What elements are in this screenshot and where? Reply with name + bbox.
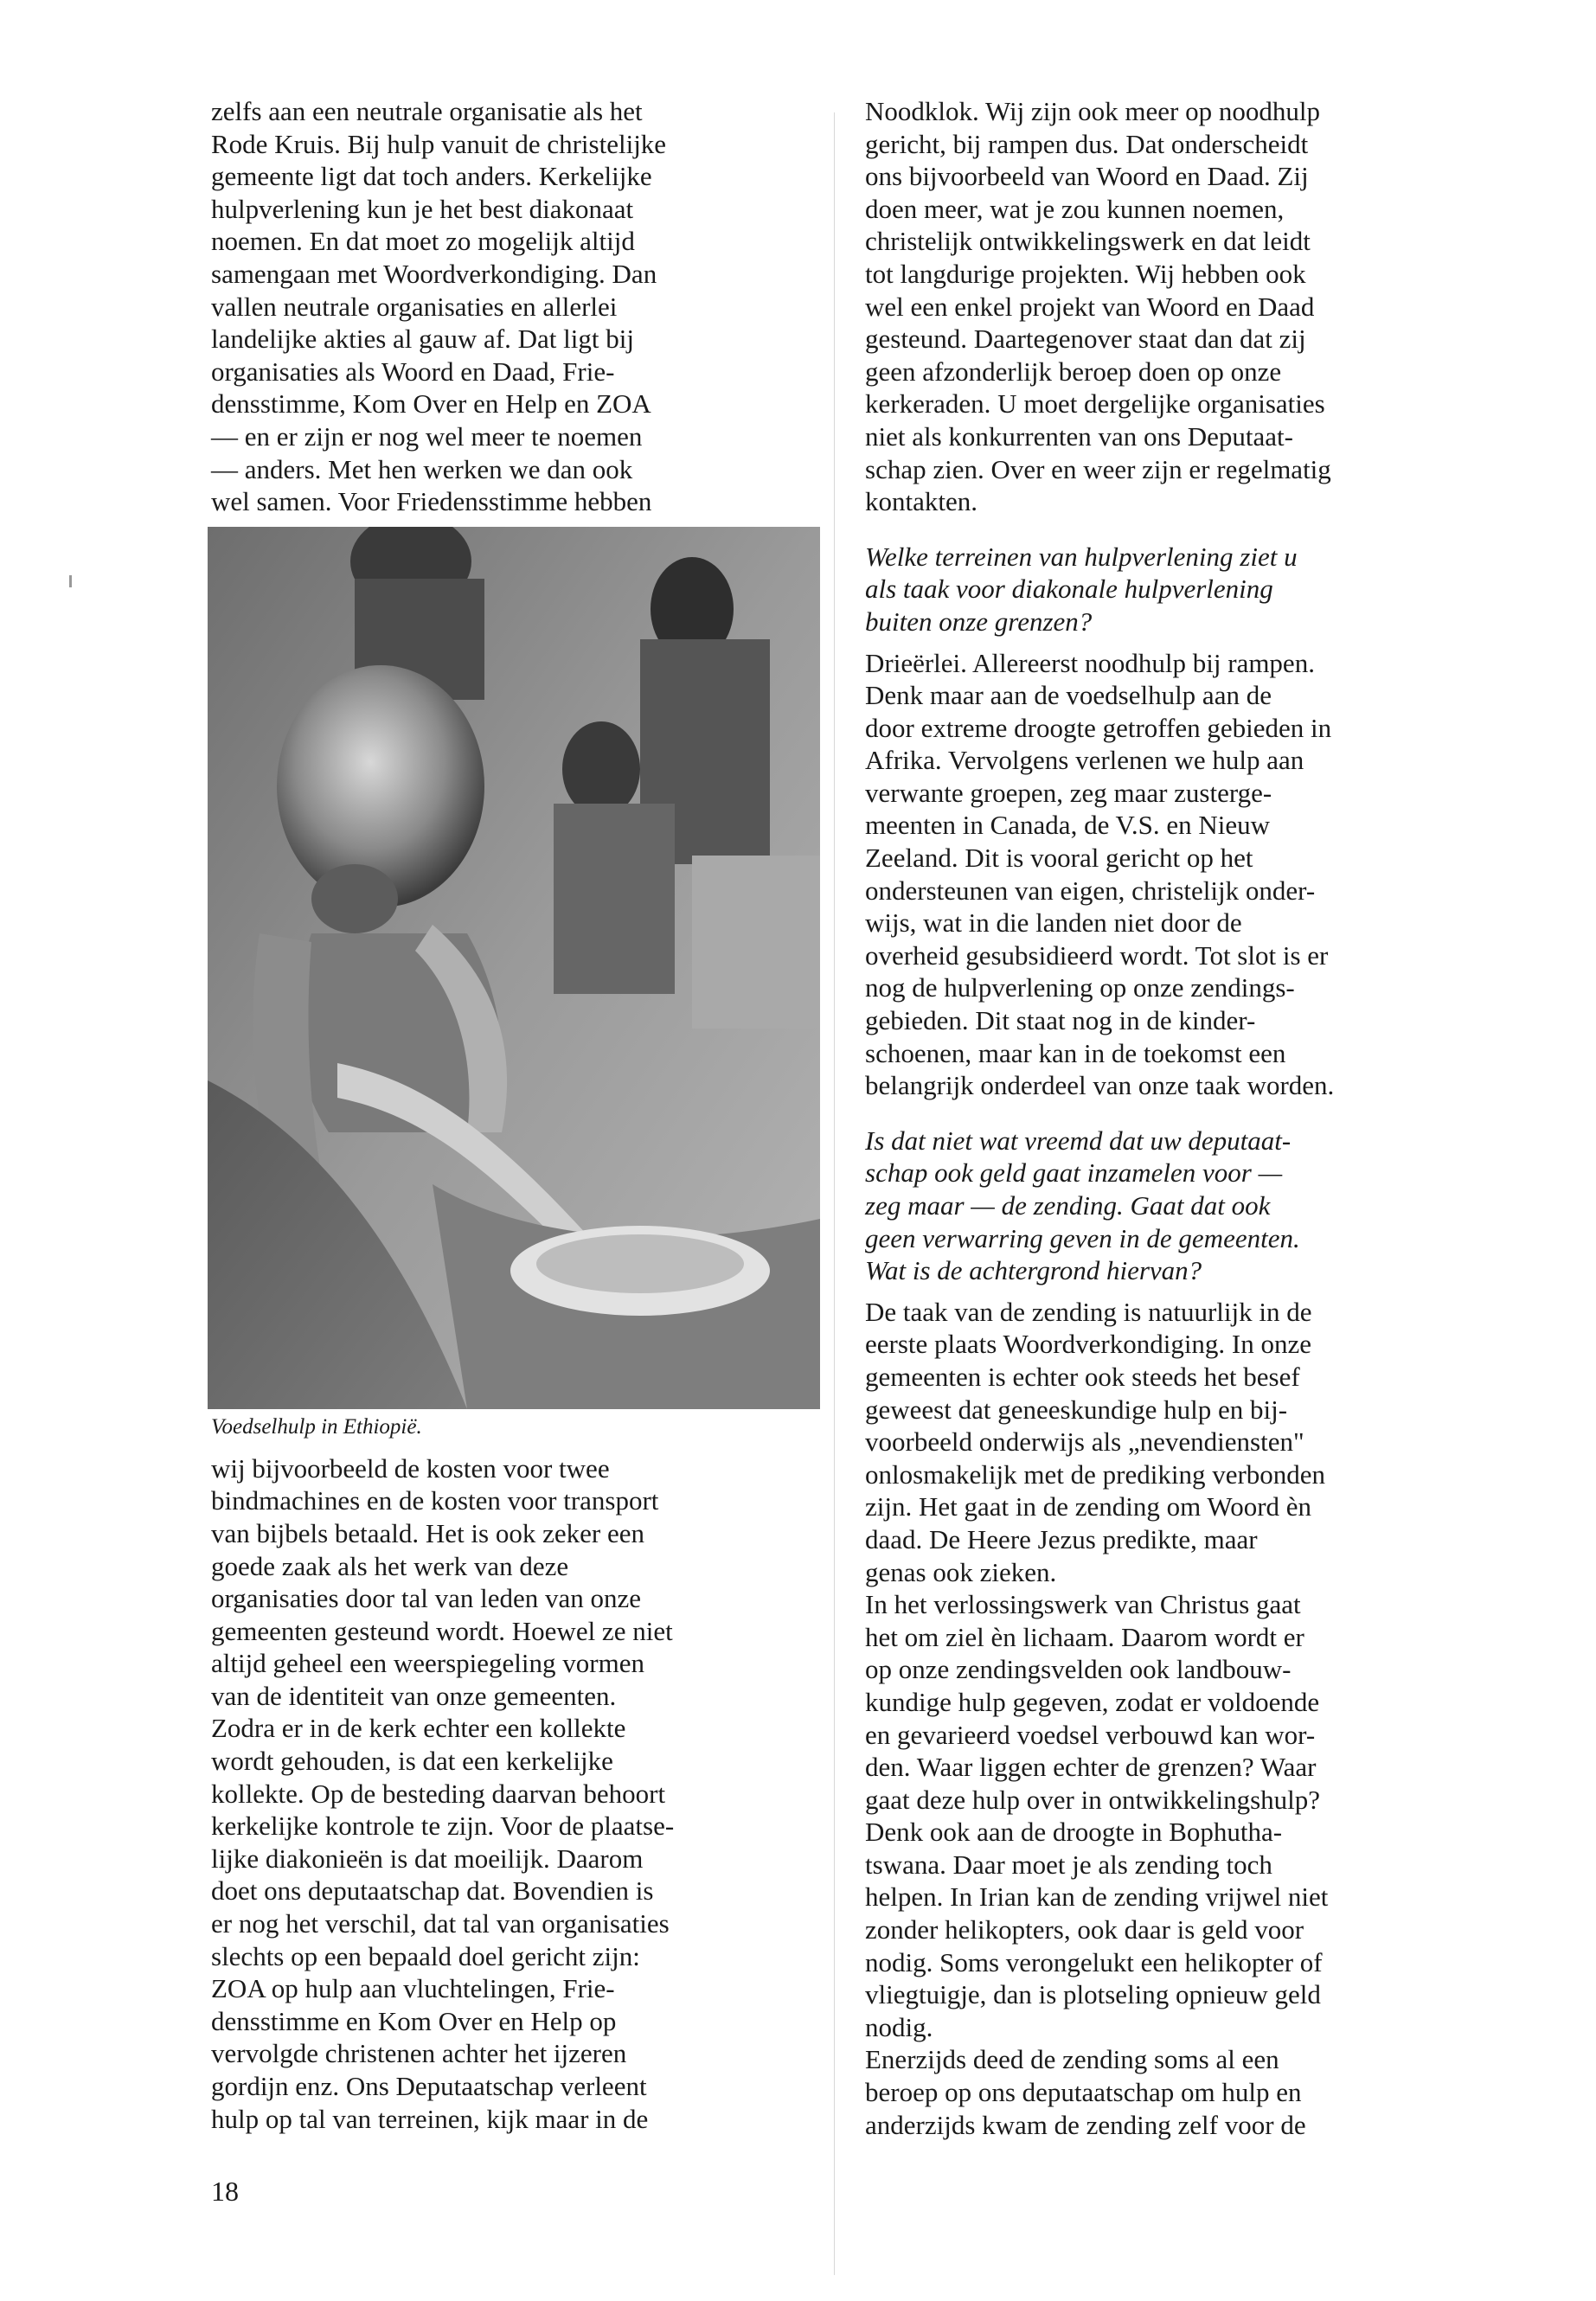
- right-column: [865, 95, 1462, 2141]
- famine-relief-photo: [208, 527, 820, 1409]
- interview-question-1: Welke terreinen van hulpverlening ziet u als taak voor diakonale hulpverlening buiten onze grenzen?: [865, 541, 1298, 637]
- interview-answer-2b: In het verlossingswerk van Christus gaat het om ziel èn lichaam. Daarom wordt er op onze zendingsvelden ook landbouw- kundige hulp gegeven, zodat er voldoende en gevarieerd voedsel verbouwd kan wor- den. Waar liggen echter de grenzen? Waar gaat deze hulp over in ontwikkelingshulp? Denk ook aan de droogte in Bophutha- tswana. Daar moet je als zending toch helpen. In Irian kan de zending vrijwel niet zonder helikopters, ook daar is geld voor nodig. Soms verongelukt een helikopter of vliegtuigje, dan is plotseling opnieuw geld nodig.: [865, 1589, 1329, 2042]
- interview-answer-2c: Enerzijds deed de zending soms al een beroep op ons deputaatschap om hulp en anderzijds kwam de zending zelf voor de: [865, 2044, 1306, 2140]
- left-paragraph-1: zelfs aan een neutrale organisatie als het Rode Kruis. Bij hulp vanuit de christelijke gemeente ligt dat toch anders. Kerkelijke hulpverlening kun je het best diakonaat noemen. En dat moet zo mogelijk altijd samengaan met Woordverkondiging. Dan vallen neutrale organisaties en allerlei landelijke akties al gauw af. Dat ligt bij organisaties als Woord en Daad, Frie- densstimme, Kom Over en Help en ZOA — en er zijn er nog wel meer te noemen — anders. Met hen werken we dan ook wel samen. Voor Friedensstimme hebben: [211, 96, 667, 517]
- column-divider: [834, 112, 835, 2275]
- right-paragraph-1: Noodklok. Wij zijn ook meer op noodhulp gericht, bij rampen dus. Dat onderscheidt ons bijvoorbeeld van Woord en Daad. Zij doen meer, wat je zou kunnen noemen, christelijk ontwikkelingswerk en dat leidt tot langdurige projekten. Wij hebben ook wel een enkel projekt van Woord en Daad gesteund. Daartegenover staat dan dat zij geen afzonderlijk beroep doen op onze kerkeraden. U moet dergelijke organisaties niet als konkurrenten van ons Deputaat- schap zien. Over en weer zijn er regelmatig kontakten.: [865, 96, 1331, 517]
- interview-answer-2a: De taak van de zending is natuurlijk in de eerste plaats Woordverkondiging. In onze gemeenten is echter ook steeds het besef geweest dat geneeskundige hulp en bij- voorbeeld onderwijs als „nevendiensten" onlosmakelijk met de prediking verbonden zijn. Het gaat in de zending om Woord èn daad. De Heere Jezus predikte, maar genas ook zieken.: [865, 1296, 1326, 1587]
- left-column: [211, 95, 799, 2135]
- photo-illustration: [208, 527, 820, 1409]
- interview-answer-1: Drieërlei. Allereerst noodhulp bij rampen. Denk maar aan de voedselhulp aan de door extreme droogte getroffen gebieden in Afrika. Vervolgens verlenen we hulp aan verwante groepen, zeg maar zusterge- meenten in Canada, de V.S. en Nieuw Zeeland. Dit is vooral gericht op het ondersteunen van eigen, christelijk onder- wijs, wat in die landen niet door de overheid gesubsidieerd wordt. Tot slot is er nog de hulpverlening op onze zendings- gebieden. Dit staat nog in de kinder- schoenen, maar kan in de toekomst een belangrijk onderdeel van onze taak worden.: [865, 647, 1335, 1101]
- page-number: 18: [211, 2176, 239, 2207]
- left-paragraph-2: wij bijvoorbeeld de kosten voor twee bindmachines en de kosten voor transport van bijbels betaald. Het is ook zeker een goede zaak als het werk van deze organisaties door tal van leden van onze gemeenten gesteund wordt. Hoewel ze niet altijd geheel een weerspiegeling vormen van de identiteit van onze gemeenten. Zodra er in de kerk echter een kollekte wordt gehouden, is dat een kerkelijke kollekte. Op de besteding daarvan behoort kerkelijke kontrole te zijn. Voor de plaatse- lijke diakonieën is dat moeilijk. Daarom doet ons deputaatschap dat. Bovendien is er nog het verschil, dat tal van organisaties slechts op een bepaald doel gericht zijn: ZOA op hulp aan vluchtelingen, Frie- densstimme en Kom Over en Help op vervolgde christenen achter het ijzeren gordijn enz. Ons Deputaatschap verleent hulp op tal van terreinen, kijk maar in de: [211, 1452, 675, 2134]
- photo-caption: Voedselhulp in Ethiopië.: [211, 1414, 422, 1439]
- margin-mark: [69, 575, 72, 587]
- interview-question-2: Is dat niet wat vreemd dat uw deputaat- schap ook geld gaat inzamelen voor — zeg maar — de zending. Gaat dat ook geen verwarring geven in de gemeenten. Wat is de achtergrond hiervan?: [865, 1125, 1300, 1286]
